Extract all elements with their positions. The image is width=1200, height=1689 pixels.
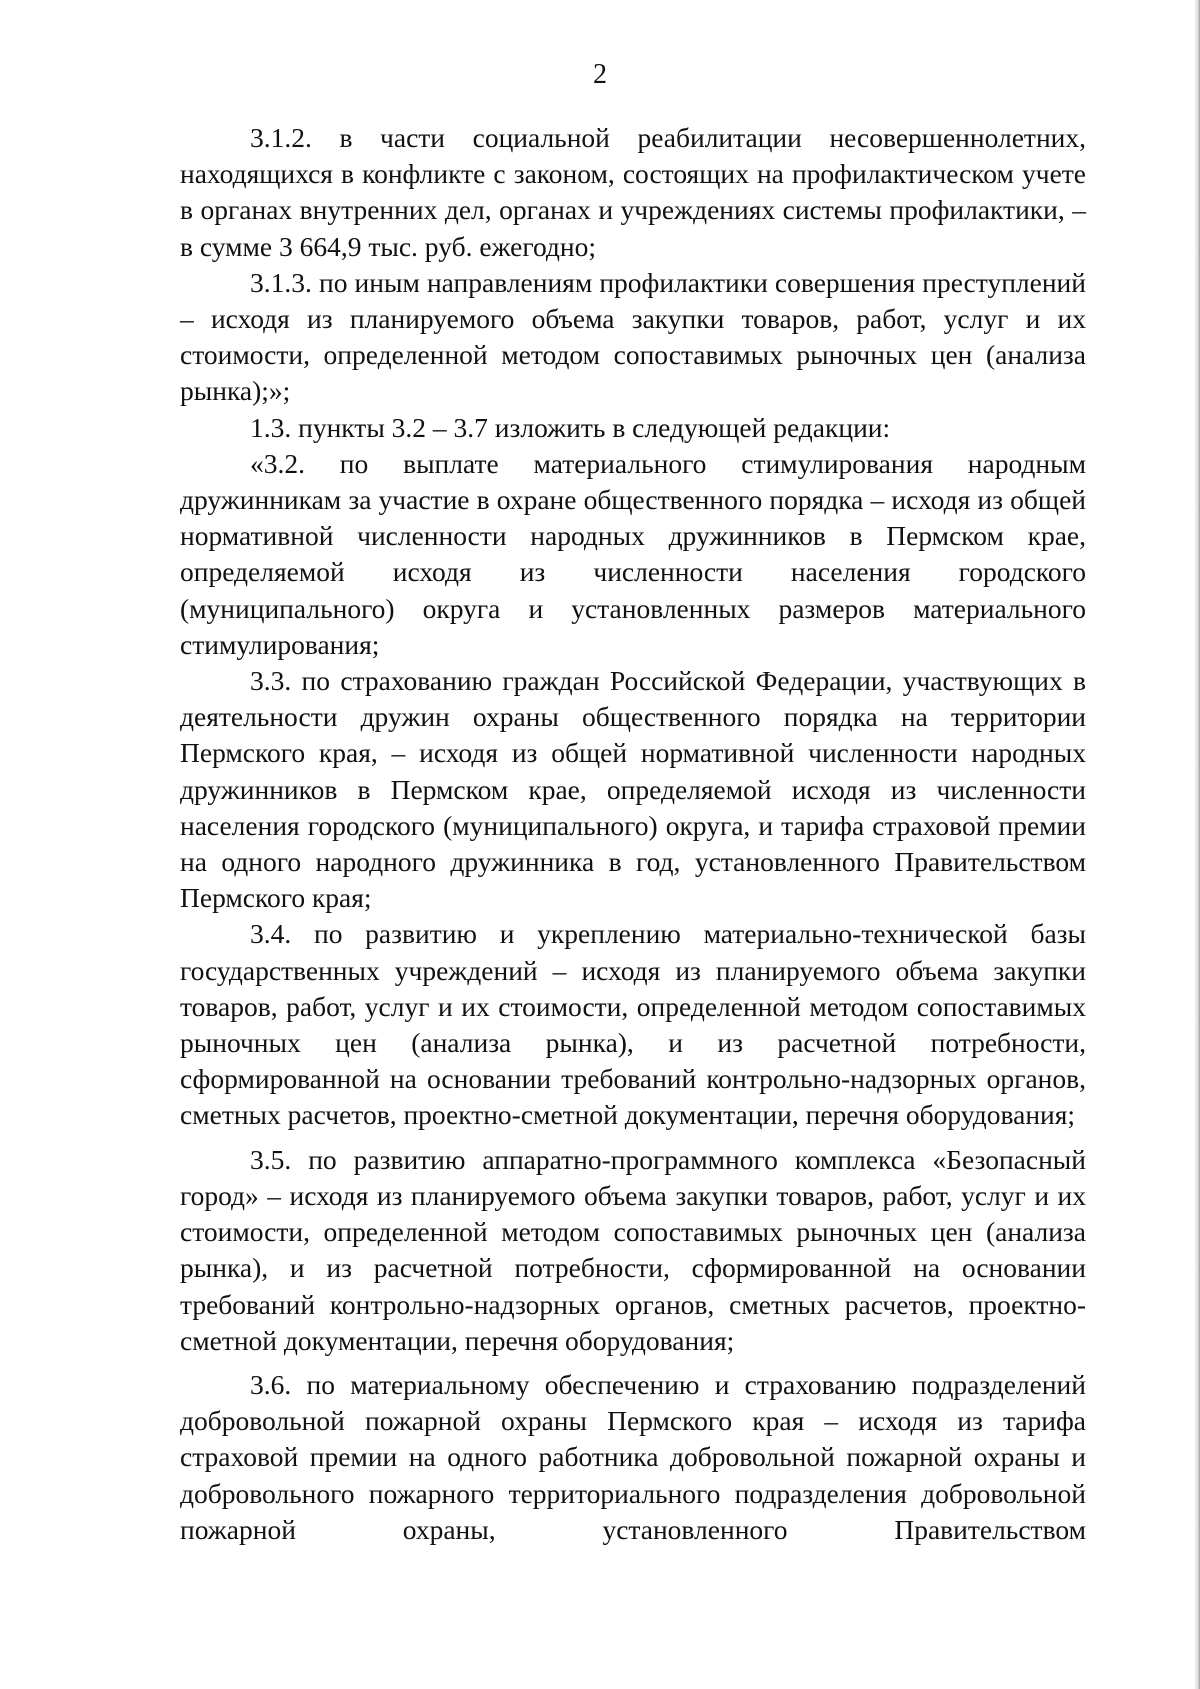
paragraph-3-5: 3.5. по развитию аппаратно-программного комплекса «Безопасный город» – исходя из планируемого объема закупки товаров, работ, услуг и их стоимости, определенной методом сопоставимых рыночных цен (анализа рынка), и из расчетной потребности, сформированной на основании требований контрольно-надзорных органов, сметных расчетов, проектно-сметной документации, перечня оборудования; bbox=[180, 1143, 1086, 1356]
paragraph-3-1-3: 3.1.3. по иным направлениям профилактики совершения преступлений – исходя из планируемого объема закупки товаров, работ, услуг и их стоимости, определенной методом сопоставимых рыночных цен (анализа рынка);»; bbox=[180, 266, 1086, 407]
paragraph-3-3: 3.3. по страхованию граждан Российской Федерации, участвующих в деятельности дружин охраны общественного порядка на территории Пермского края, – исходя из общей нормативной численности народных дружинников в Пермском крае, определяемой исходя из численности населения городского (муниципального) округа, и тарифа страховой премии на одного народного дружинника в год, установленного Правительством Пермского края; bbox=[180, 665, 1086, 914]
paragraph-3-1-2: 3.1.2. в части социальной реабилитации несовершеннолетних, находящихся в конфликте с законом, состоящих на профилактическом учете в органах внутренних дел, органах и учреждениях системы профилактики, – в сумме 3 664,9 тыс. руб. ежегодно; bbox=[180, 122, 1086, 262]
paragraph-3-4: 3.4. по развитию и укреплению материально-технической базы государственных учреждений – исходя из планируемого объема закупки товаров, работ, услуг и их стоимости, определенной методом сопоставимых рыночных цен (анализа рынка), и из расчетной потребности, сформированной на основании требований контрольно-надзорных органов, сметных расчетов, проектно-сметной документации, перечня оборудования; bbox=[180, 918, 1086, 1131]
paragraph-3-6: 3.6. по материальному обеспечению и страхованию подразделений добровольной пожарной охраны Пермского края – исходя из тарифа страховой премии на одного работника добровольной пожарной охраны и добровольного пожарного территориального подразделения добровольной пожарной охраны, установленного Правительством bbox=[180, 1368, 1086, 1545]
page-number: 2 bbox=[593, 59, 607, 90]
scan-edge-shadow bbox=[1194, 0, 1200, 1689]
document-body bbox=[180, 120, 1086, 1548]
paragraph-1-3: 1.3. пункты 3.2 – 3.7 изложить в следующей редакции: bbox=[250, 411, 891, 443]
paragraph-3-2: «3.2. по выплате материального стимулирования народным дружинникам за участие в охране общественного порядка – исходя из общей нормативной численности народных дружинников в Пермском крае, определяемой исходя из численности населения городского (муниципального) округа и установленных размеров материального стимулирования; bbox=[180, 447, 1086, 660]
